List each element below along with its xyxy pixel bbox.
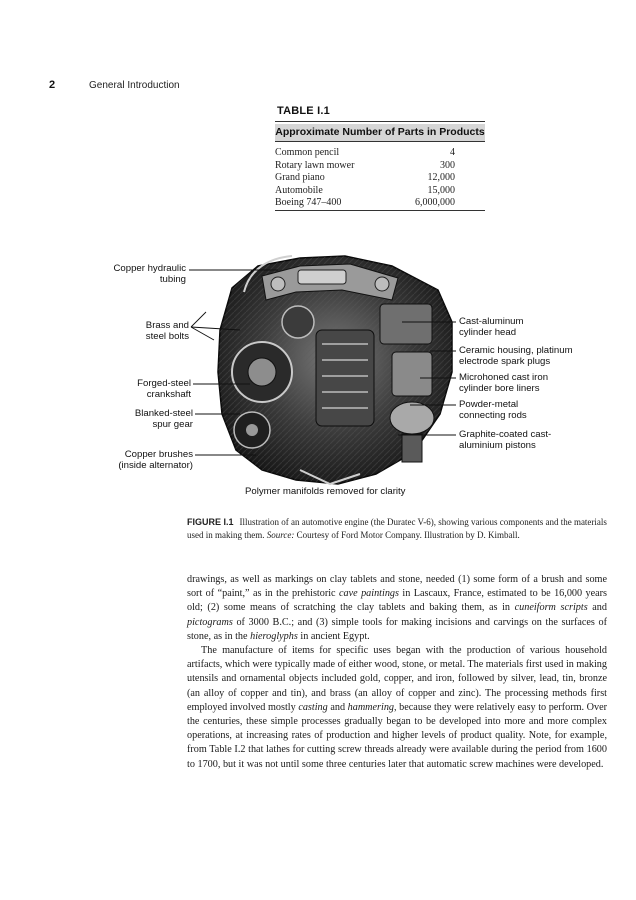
callout-brushes: Copper brushes (inside alternator) (118, 449, 193, 471)
table-row (275, 197, 455, 210)
callout-bolts: Brass and steel bolts (145, 320, 189, 342)
parts-count: 12,000 (427, 172, 455, 183)
parts-count: 15,000 (427, 184, 455, 196)
callout-bore-liners: Microhoned cast iron cylinder bore liners (459, 372, 549, 394)
table-rule-bottom (275, 210, 485, 211)
product-name: Boeing 747–400 (275, 197, 342, 208)
callout-connecting-rods: Powder-metal connecting rods (459, 399, 527, 421)
paragraph: drawings, as well as markings on clay tablets and stone, needed (1) some form of a brush and some sort of “paint,” as in the prehistoric cave paintings in Lascaux, France, estimated to be 16,000 years old; (2) some means of scratching the clay tablets and baking them, as in cuneiform scripts and pictograms of 3000 B.C.; and (3) simple tools for making incisions and carvings on the surfaces of stone, as in the hieroglyphs in ancient Egypt. (187, 574, 608, 642)
table-row (275, 185, 455, 198)
page-number: 2 (49, 79, 56, 91)
figure-bottom-note: Polymer manifolds removed for clarity (245, 486, 406, 497)
parts-count: 300 (440, 159, 455, 171)
callout-pistons: Graphite-coated cast- aluminium pistons (459, 429, 552, 451)
parts-count: 4 (450, 147, 455, 158)
parts-count: 6,000,000 (415, 197, 455, 208)
table-rule-top (275, 121, 485, 122)
figure-number: FIGURE I.1 (187, 517, 234, 527)
table-row (275, 147, 455, 160)
table-rule-mid (275, 141, 485, 142)
table-body (275, 147, 455, 210)
callout-spur-gear: Blanked-steel spur gear (134, 408, 193, 430)
product-name: Rotary lawn mower (275, 159, 355, 171)
table-row (275, 160, 455, 173)
figure-caption: FIGURE I.1 Illustration of an automotive engine (the Duratec V-6), showing various components and the materials used in making them. Source: Courtesy of Ford Motor Company. Illustration by D. Kimball. (187, 517, 607, 540)
callout-cylinder-head: Cast-aluminum cylinder head (459, 316, 524, 338)
callout-spark-plugs: Ceramic housing, platinum electrode spark plugs (459, 345, 573, 367)
body-text (187, 573, 607, 772)
paragraph: The manufacture of items for specific uses began with the production of various household artifacts, which were typically made of either wood, stone, or metal. The materials first used in making utensils and ornamental objects included gold, copper, and iron, followed by silver, lead, tin, bronze (an alloy of copper and tin), and brass (an alloy of copper and zinc). The processing methods first employed involved mostly casting and hammering, because they were relatively easy to perform. Over the centuries, these simple processes gradually began to be developed into more and more complex operations, at increasing rates of production and higher levels of product quality. Note, for example, from Table I.2 that lathes for cutting screw threads already were available during the period from 1600 to 1700, but it was not until some three centuries later that automatic screw machines were developed. (187, 645, 607, 770)
callout-copper-tubing: Copper hydraulic tubing (113, 263, 186, 285)
table-title: TABLE I.1 (277, 105, 330, 117)
product-name: Grand piano (275, 172, 325, 183)
table-header: Approximate Number of Parts in Products (275, 124, 485, 141)
running-head: General Introduction (89, 80, 180, 91)
product-name: Common pencil (275, 147, 340, 158)
table-row (275, 172, 455, 185)
engine-illustration (218, 256, 452, 484)
product-name: Automobile (275, 184, 323, 196)
callout-crankshaft: Forged-steel crankshaft (137, 378, 191, 400)
